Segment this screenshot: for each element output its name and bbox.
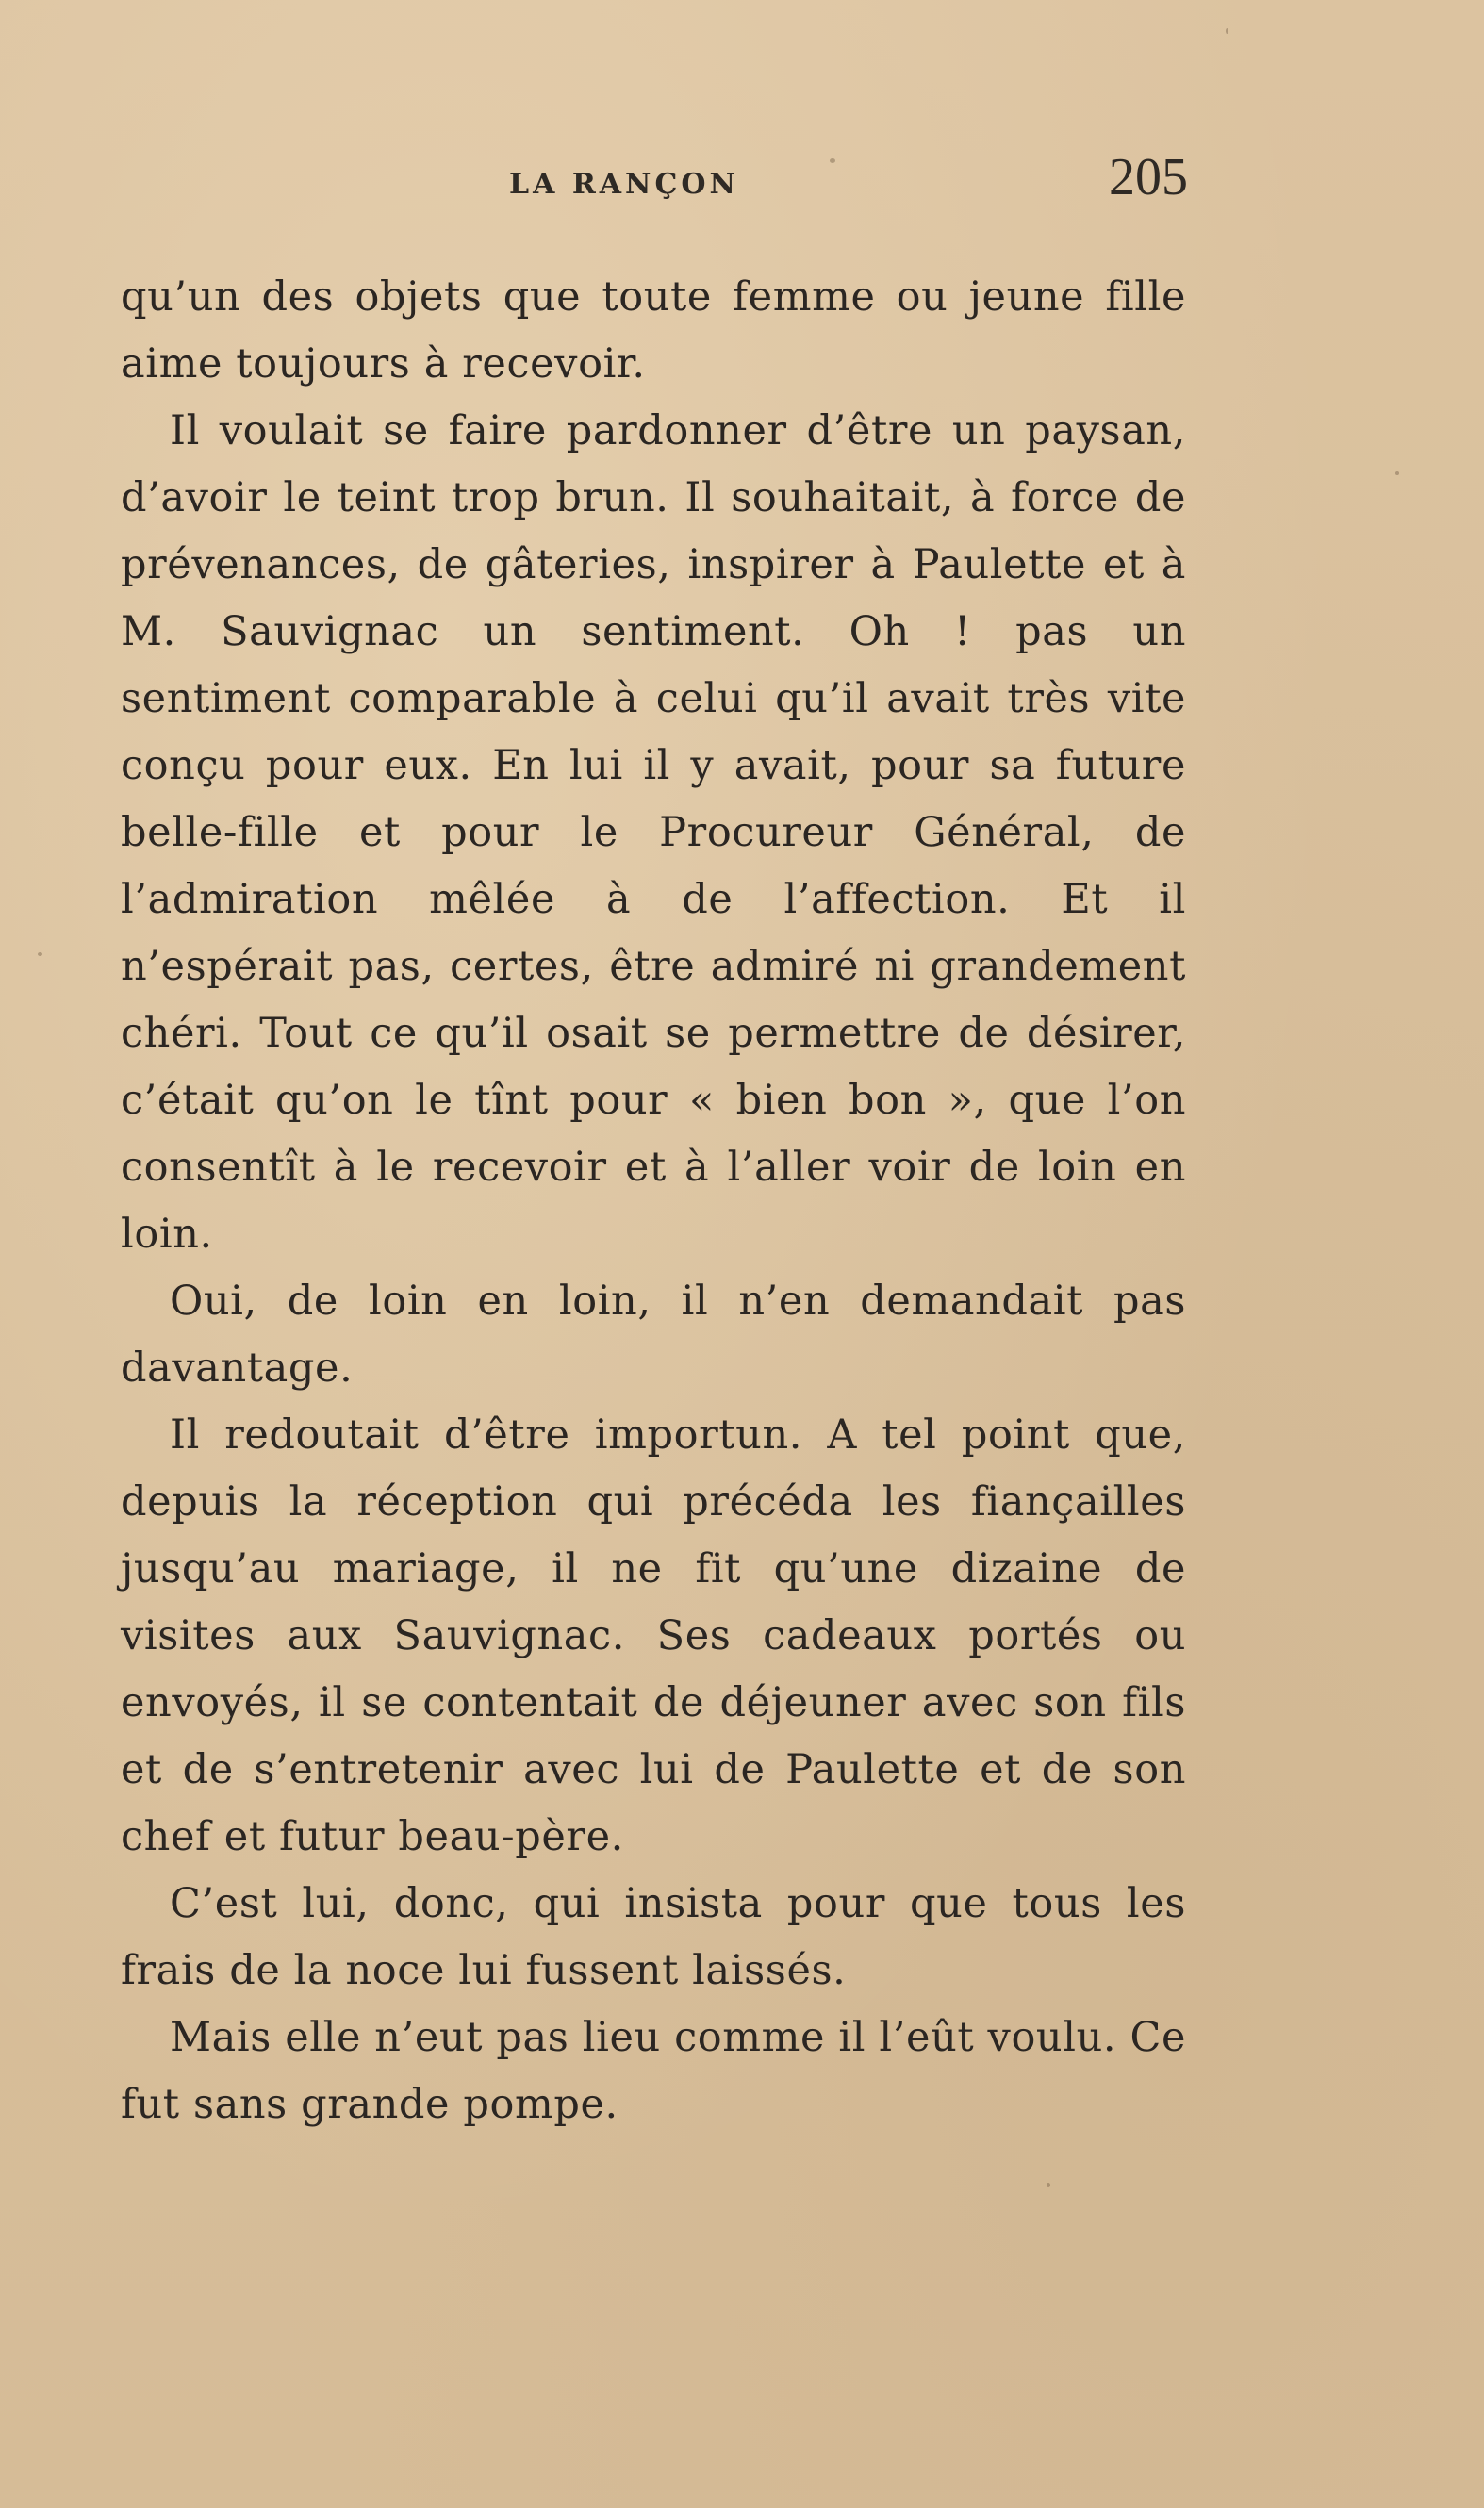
paper-speck [1395, 471, 1399, 475]
paragraph-continuation: qu’un des objets que toute femme ou jeune fille aime toujours à recevoir. [121, 273, 1186, 388]
page-number: 205 [1109, 148, 1188, 206]
running-head-title: LA RANÇON [509, 168, 739, 201]
paper-speck [1047, 2183, 1050, 2187]
paragraph: Il voulait se faire pardonner d’être un paysan, d’avoir le teint trop brun. Il souhaitait, à force de prévenances, de gâteries, inspirer à Paulette et à M. Sauvignac un sentiment. Oh ! pas un sentiment comparable à celui qu’il avait très vite conçu pour eux. En lui il y avait, pour sa future belle-fille et pour le Procureur Général, de l’admiration mêlée à de l’affection. Et il n’espérait pas, certes, être admiré ni grandement chéri. Tout ce qu’il osait se permettre de désirer, c’était qu’on le tînt pour « bien bon », que l’on consentît à le recevoir et à l’aller voir de loin en loin. [121, 407, 1186, 1258]
paper-speck [38, 952, 42, 956]
paragraph: Il redoutait d’être importun. A tel point que, depuis la réception qui précéda les fiançailles jusqu’au mariage, il ne fit qu’une dizaine de visites aux Sauvignac. Ses cadeaux portés ou envoyés, il se contentait de déjeuner avec son fils et de s’entretenir avec lui de Paulette et de son chef et futur beau-père. [121, 1411, 1186, 1860]
paragraph: Mais elle n’eut pas lieu comme il l’eût voulu. Ce fut sans grande pompe. [121, 2014, 1186, 2128]
paper-speck [1226, 28, 1228, 34]
running-head [113, 141, 1188, 217]
body-text [121, 264, 1186, 2138]
paragraph: Oui, de loin en loin, il n’en demandait pas davantage. [121, 1278, 1186, 1392]
paragraph: C’est lui, donc, qui insista pour que tous les frais de la noce lui fussent laissés. [121, 1880, 1186, 1994]
